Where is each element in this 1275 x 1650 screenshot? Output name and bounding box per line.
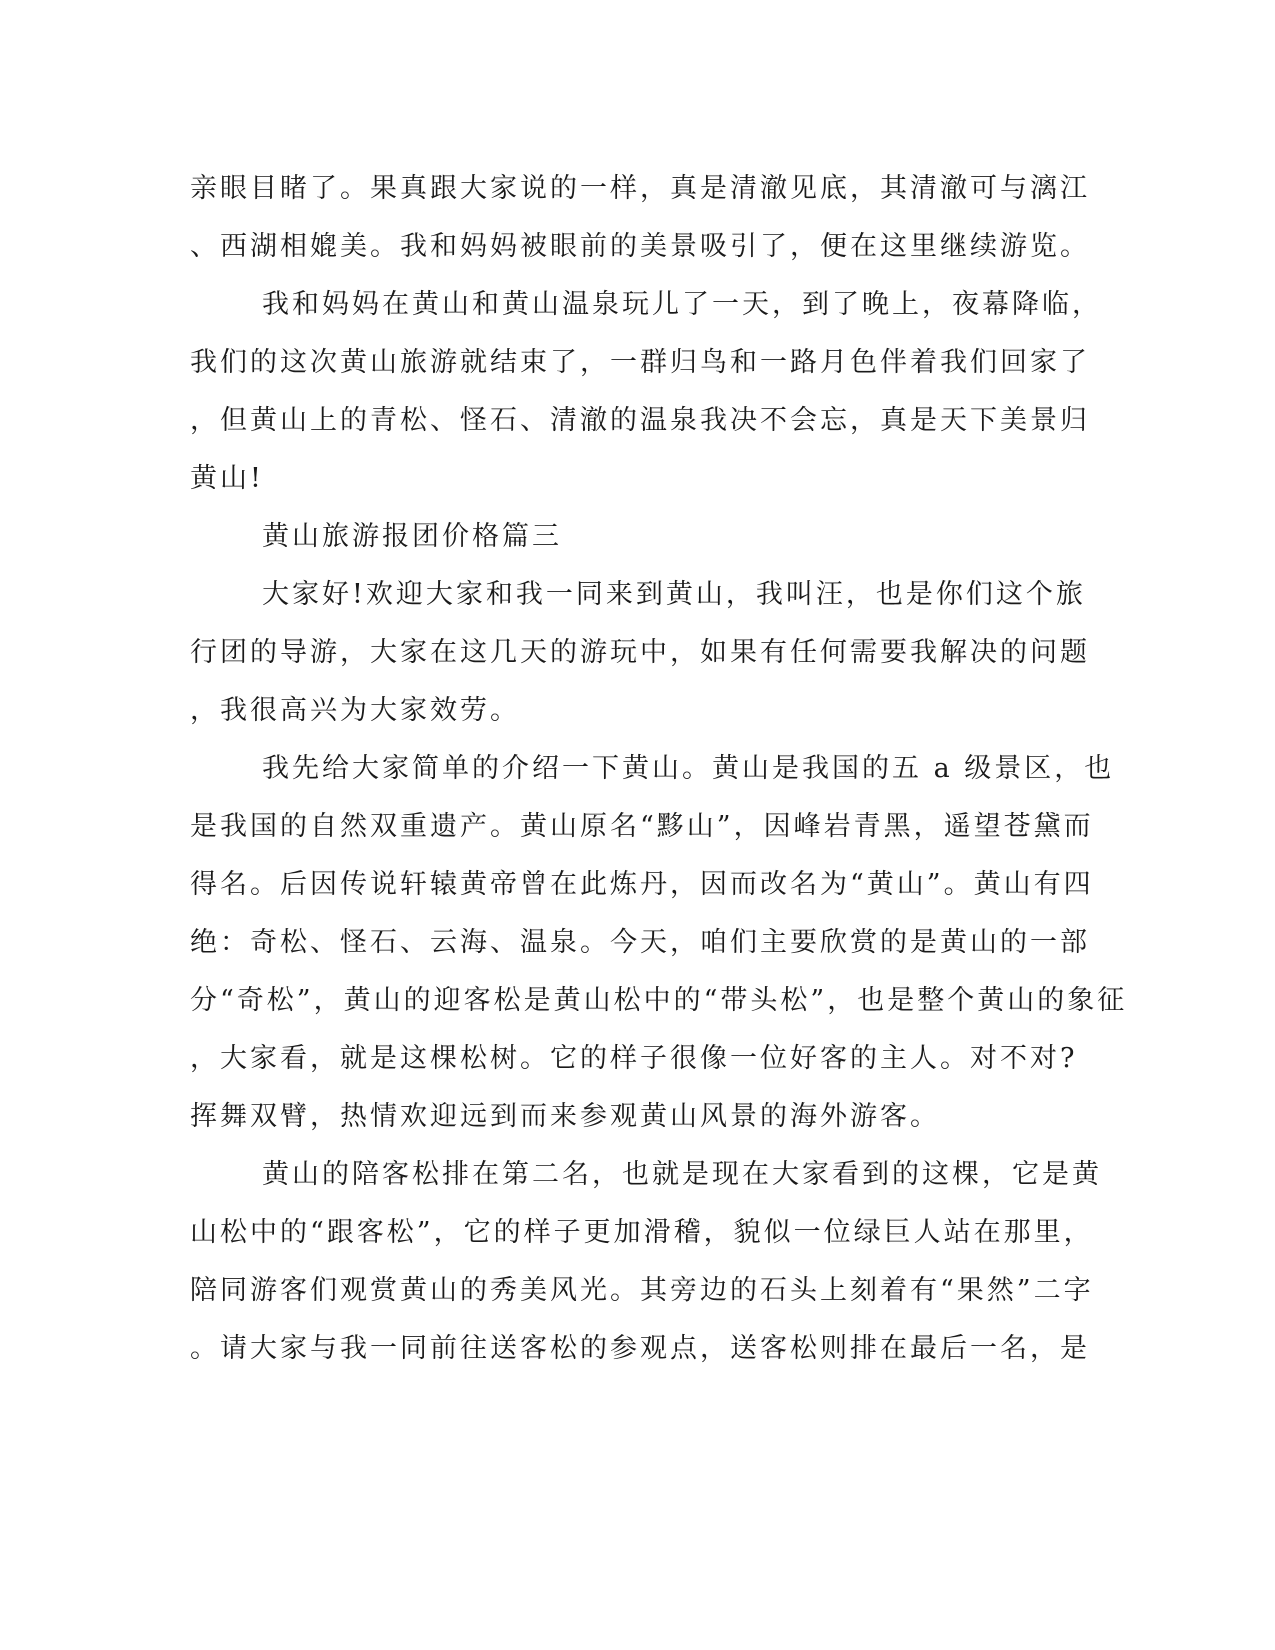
text-line: 。请大家与我一同前往送客松的参观点，送客松则排在最后一名，是	[190, 1333, 1090, 1364]
text-line: ，我很高兴为大家效劳。	[190, 695, 520, 726]
text-line: 绝：奇松、怪石、云海、温泉。今天，咱们主要欣赏的是黄山的一部	[190, 927, 1090, 958]
text-line: 、西湖相媲美。我和妈妈被眼前的美景吸引了，便在这里继续游览。	[190, 231, 1090, 262]
text-line: 大家好!欢迎大家和我一同来到黄山，我叫汪，也是你们这个旅	[262, 579, 1086, 610]
section-heading: 黄山旅游报团价格篇三	[262, 521, 562, 552]
text-line: 我们的这次黄山旅游就结束了，一群归鸟和一路月色伴着我们回家了	[190, 347, 1090, 378]
text-line: 挥舞双臂，热情欢迎远到而来参观黄山风景的海外游客。	[190, 1101, 940, 1132]
text-line: ，大家看，就是这棵松树。它的样子很像一位好客的主人。对不对?	[190, 1043, 1078, 1074]
text-line: 行团的导游，大家在这几天的游玩中，如果有任何需要我解决的问题	[190, 637, 1090, 668]
text-line: 我和妈妈在黄山和黄山温泉玩儿了一天，到了晚上，夜幕降临，	[262, 289, 1102, 320]
text-line: 黄山!	[190, 463, 264, 494]
text-line: 陪同游客们观赏黄山的秀美风光。其旁边的石头上刻着有“果然”二字	[190, 1275, 1094, 1306]
document-body	[190, 160, 1128, 1378]
text-line: 是我国的自然双重遗产。黄山原名“黟山”，因峰岩青黑，遥望苍黛而	[190, 811, 1094, 842]
text-line: 我先给大家简单的介绍一下黄山。黄山是我国的五 a 级景区，也	[262, 753, 1115, 784]
text-line: 分“奇松”，黄山的迎客松是黄山松中的“带头松”，也是整个黄山的象征	[190, 985, 1128, 1016]
text-line: 黄山的陪客松排在第二名，也就是现在大家看到的这棵，它是黄	[262, 1159, 1102, 1190]
text-line: 得名。后因传说轩辕黄帝曾在此炼丹，因而改名为“黄山”。黄山有四	[190, 869, 1094, 900]
text-line: 山松中的“跟客松”，它的样子更加滑稽，貌似一位绿巨人站在那里，	[190, 1217, 1094, 1248]
text-line: 亲眼目睹了。果真跟大家说的一样，真是清澈见底，其清澈可与漓江	[190, 173, 1090, 204]
text-line: ，但黄山上的青松、怪石、清澈的温泉我决不会忘，真是天下美景归	[190, 405, 1090, 436]
